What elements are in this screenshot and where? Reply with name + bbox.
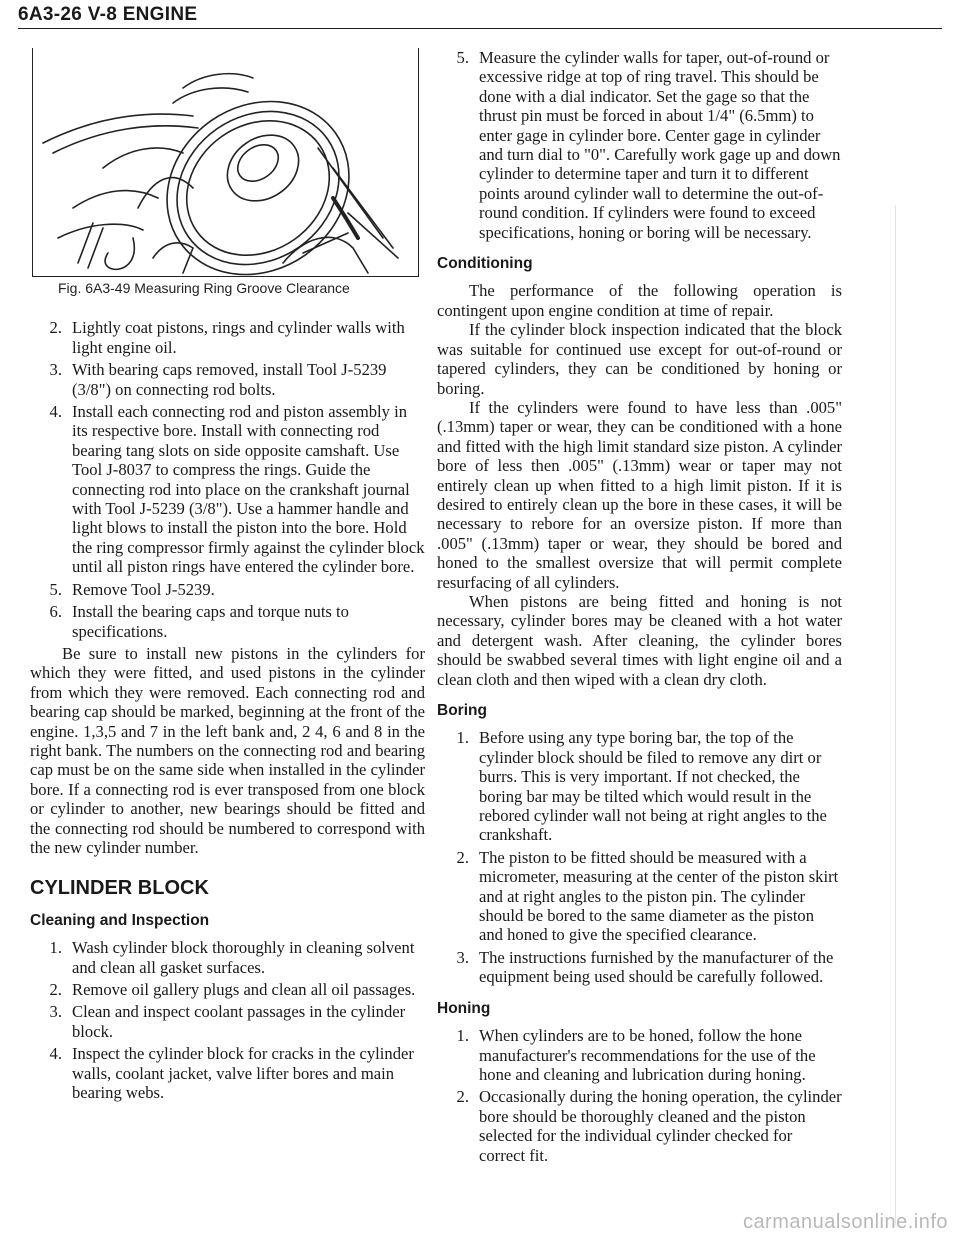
step-number: 2. [49, 980, 62, 999]
left-column [30, 48, 425, 1105]
step-number: 6. [49, 602, 62, 622]
step-text: Lightly coat pistons, rings and cylinder walls with light engine oil. [72, 318, 405, 357]
step-number: 4. [49, 1044, 62, 1064]
step-text: Remove Tool J-5239. [72, 579, 215, 599]
list-item [30, 580, 425, 599]
ring-groove-illustration [33, 48, 418, 276]
step-number: 3. [49, 360, 62, 380]
subsection-title: Cleaning and Inspection [30, 911, 210, 929]
step-number: 4. [49, 402, 62, 422]
step-number: 2. [456, 1087, 469, 1107]
measure-step [437, 48, 842, 242]
list-item [30, 1002, 425, 1041]
step-text: With bearing caps removed, install Tool J-5239 (3/8") on connecting rod bolts. [72, 360, 387, 399]
paragraph: If the cylinder block inspection indicated that the block was suitable for continued use except for out-of-round or tapered cylinders, they can be conditioned by honing or boring. [437, 320, 842, 398]
honing-steps [437, 1026, 842, 1165]
list-item [30, 1044, 425, 1102]
step-text: When cylinders are to be honed, follow the hone manufacturer's recommendations for the use of the hone and cleaning and lubrication during honing. [479, 1026, 816, 1084]
step-text: Before using any type boring bar, the top of the cylinder block should be filed to remove any dirt or burrs. This is very important. If not checked, the boring bar may be tilted which would result in the rebored cylinder wall not being at right angles to the crankshaft. [479, 728, 827, 845]
paragraph: When pistons are being fitted and honing is not necessary, cylinder bores may be cleaned with a hot water and detergent wash. After cleaning, the cylinder bores should be swabbed several times with light engine oil and a clean cloth and then wiped with a clean dry cloth. [437, 591, 842, 689]
step-number: 3. [49, 1002, 62, 1022]
note-paragraph: Be sure to install new pistons in the cylinders for which they were fitted, and used pistons in the cylinder from which they were removed. Each connecting rod and bearing cap should be marked, beginning at the front of the engine. 1,3,5 and 7 in the left bank and, 2 4, 6 and 8 in the right bank. The numbers on the connecting rod and bearing cap must be on the same side when installed in the cylinder bore. If a connecting rod is ever transposed from one block or cylinder to another, new bearings should be fitted and the connecting rod should be numbered to correspond with the new cylinder number. [30, 643, 425, 857]
step-text: The piston to be fitted should be measured with a micrometer, measuring at the center of the piston skirt and at right angles to the piston pin. The cylinder should be bored to the same diameter as the piston and honed to give the specified clearance. [479, 847, 839, 945]
list-item [437, 728, 842, 844]
section-title: CYLINDER BLOCK [30, 877, 209, 900]
step-text: Occasionally during the honing operation, the cylinder bore should be thoroughly cleaned and the piston selected for the individual cylinder checked for correct fit. [479, 1087, 842, 1165]
list-item [30, 602, 425, 641]
step-number: 1. [456, 728, 469, 748]
boring-title: Boring [437, 702, 487, 719]
step-number: 2. [49, 318, 62, 338]
step-number: 3. [456, 947, 469, 967]
step-text: Measure the cylinder walls for taper, out-of-round or excessive ridge at top of ring travel. This should be done with a dial indicator. Set the gage so that the thrust pin must be forced in about 1/4" (6.5mm) to enter gage in cylinder bore. Center gage in cylinder and turn dial to "0". Carefully work gage up and down cylinder to determine taper and turn it to different points around cylinder wall to determine the out-of-round condition. If cylinders were found to exceed specifications, honing or boring will be necessary. [479, 48, 841, 242]
conditioning-title: Conditioning [437, 255, 533, 273]
list-item [30, 402, 425, 577]
step-number: 5. [49, 579, 62, 599]
assembly-steps [30, 318, 425, 641]
step-number: 1. [456, 1026, 469, 1046]
list-item [437, 948, 842, 987]
step-text: Clean and inspect coolant passages in the cylinder block. [72, 1002, 406, 1041]
step-text: Inspect the cylinder block for cracks in the cylinder walls, coolant jacket, valve lifter bores and main bearing webs. [72, 1044, 414, 1103]
list-item [437, 848, 842, 945]
step-number: 2. [456, 847, 469, 867]
list-item [437, 1026, 842, 1084]
paragraph: If the cylinders were found to have less than .005" (.13mm) taper or wear, they can be conditioned with a hone and fitted with the high limit standard size piston. A cylinder bore of less then .005" (.13mm) wear or taper may not entirely clean up when fitted to a high limit piston. If it is desired to entirely clean up the bore in these cases, it will be necessary to rebore for an oversize piston. If more than .005" (.13mm) taper or wear, they should be bored and honed to the smallest oversize that will permit complete resurfacing of all cylinders. [437, 397, 842, 592]
step-text: Remove oil gallery plugs and clean all oil passages. [72, 980, 416, 999]
list-item [437, 1087, 842, 1165]
step-number: 1. [49, 938, 62, 958]
figure-caption: Fig. 6A3-49 Measuring Ring Groove Clearance [58, 280, 350, 296]
figure-ring-groove [32, 48, 419, 277]
list-item [437, 48, 842, 242]
step-text: Install each connecting rod and piston assembly in its respective bore. Install with connecting rod bearing tang slots on side opposite camshaft. Use Tool J-8037 to compress the rings. Guide the connecting rod into place on the crankshaft journal with Tool J-5239 (3/8"). Use a hammer handle and light blows to install the piston into the bore. Hold the ring compressor firmly against the cylinder block until all piston rings have entered the cylinder bore. [72, 402, 425, 577]
step-text: The instructions furnished by the manufacturer of the equipment being used should be carefully followed. [479, 947, 834, 987]
page-header: 6A3-26 V-8 ENGINE [18, 4, 942, 29]
step-text: Install the bearing caps and torque nuts to specifications. [72, 602, 349, 641]
watermark: carmanualsonline.info [742, 1211, 948, 1233]
cleaning-steps [30, 938, 425, 1102]
list-item [30, 360, 425, 399]
list-item [30, 938, 425, 977]
honing-title: Honing [437, 999, 491, 1017]
boring-steps [437, 728, 842, 986]
right-column [437, 48, 842, 1168]
list-item [30, 980, 425, 999]
list-item [30, 318, 425, 357]
step-text: Wash cylinder block thoroughly in cleaning solvent and clean all gasket surfaces. [72, 938, 415, 977]
step-number: 5. [456, 48, 469, 67]
scan-edge-line [895, 205, 896, 1225]
paragraph: The performance of the following operation is contingent upon engine condition at time of repair. [437, 281, 842, 320]
